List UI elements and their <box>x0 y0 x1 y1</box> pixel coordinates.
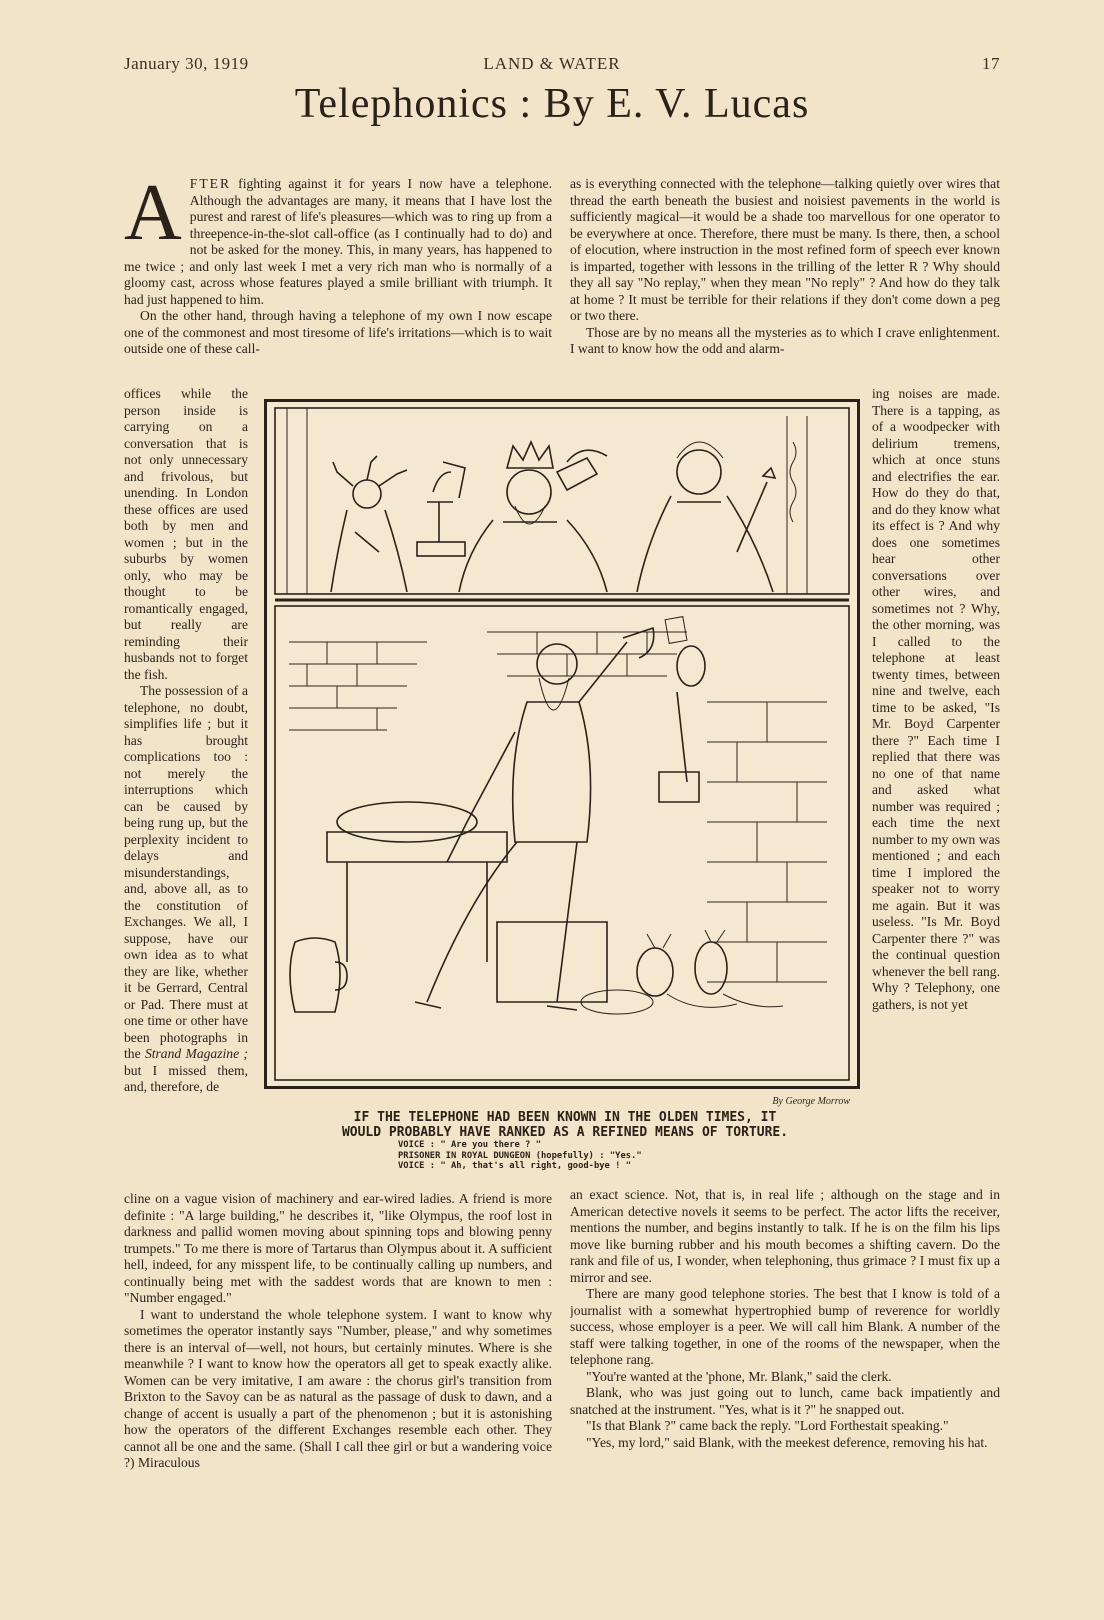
illustration-caption <box>270 1110 860 1140</box>
telephone-receiver <box>677 646 705 686</box>
jester-head <box>353 480 381 508</box>
rat-left <box>637 948 673 996</box>
dialog-line-1: VOICE : " Are you there ? " <box>398 1140 541 1150</box>
paragraph-5: cline on a vague vision of machinery and ear-wired ladies. A friend is more definite : "A large building," he describes it, "like Olympus, the roof lost in darkness and pallid women moving about spinning tops and blowing penny trumpets." To me there is more of Tartarus than Olympus about it. A sufficient hell, indeed, for any misspent life, to be continually calling up numbers, and continually being met with the saddest words that are known to men : "Number engaged." <box>124 1191 552 1305</box>
paragraph-11: There are many good telephone stories. The best that I know is told of a journalist with a somewhat hypertrophied bump of reverence for worldly success, whose employer is a peer. We will call him Blank. A number of the staff were talking together, in one of the rooms of the newspaper, when the telephone rang. <box>570 1286 1000 1367</box>
column-left-narrow <box>124 386 248 1192</box>
paragraph-3: offices while the person inside is carrying on a conversation that is not only unnecessary and frivolous, but unending. In London these offices are used both by men and women ; but in the suburbs by women only, who may be thought to be romantically engaged, but really are reminding their husbands not to forget the fish. <box>124 386 248 682</box>
wall-telephone <box>659 692 699 802</box>
dialog-line-2: PRISONER IN ROYAL DUNGEON (hopefully) : "Yes." <box>398 1150 642 1161</box>
paragraph-7: as is everything connected with the telephone—talking quietly over wires that thread the earth beneath the busiest and noisiest pavements in the world is sufficiently magical—it would be a shade too marvellous for one operator to be everywhere at once. Therefore, there must be many. Is there, then, a school of elocution, where instruction in the most refined form of speech ever known is imparted, together with lessons in the trilling of the letter R ? Why should they all say "No replay," when they mean "No reply" ? And how do they talk at home ? It must be terrible for their relations if they don't come down a peg or two there. <box>570 176 1000 323</box>
opening-paragraph <box>124 176 552 308</box>
column-left-top <box>124 176 552 398</box>
jug <box>290 938 347 1012</box>
column-left-bottom <box>124 1191 552 1531</box>
issue-date: January 30, 1919 <box>124 54 249 73</box>
paragraph-13: Blank, who was just going out to lunch, came back impatiently and snatched at the instrument. "Yes, what is it ?" he snapped out. <box>570 1385 1000 1417</box>
column-right-bottom <box>570 1187 1000 1532</box>
paragraph-2: On the other hand, through having a telephone of my own I now escape one of the commonest and most tiresome of life's irritations—which is to wait outside one of these call- <box>124 308 552 356</box>
opening-word: FTER <box>189 176 232 191</box>
crown <box>507 442 553 468</box>
dungeon-telephone-illustration <box>267 402 857 1086</box>
article-title: Telephonics : By E. V. Lucas <box>294 81 810 127</box>
caption-dialog <box>398 1140 758 1172</box>
dialog-line-3: VOICE : " Ah, that's all right, good-bye ! " <box>398 1161 632 1171</box>
illustration-frame <box>264 399 860 1089</box>
page-number: 17 <box>982 54 1000 73</box>
paragraph-10: an exact science. Not, that is, in real life ; although on the stage and in American detective novels it seems to be perfect. The actor lifts the receiver, mentions the number, and begins instantly to talk. If he is on the film his lips move like burning rubber and his mouth becomes a shifting cavern. Do the rank and file of us, I wonder, when telephoning, thus grimace ? I must fix up a mirror and see. <box>570 1187 1000 1285</box>
drop-cap: A <box>124 176 182 257</box>
paragraph-15: "Yes, my lord," said Blank, with the meekest deference, removing his hat. <box>586 1434 988 1450</box>
queen-head <box>677 450 721 494</box>
paragraph-6: I want to understand the whole telephone system. I want to know why sometimes the operator instantly says "Number, please," and why sometimes there is an interval of—well, not hours, but certainly minutes. Where is she meanwhile ? I want to know how the operators all get to speak exactly alike. Women can be very imitative, I am aware : the chorus girl's transition from Brixton to the Savoy can be as natural as the passage of dusk to dawn, and a change of accent is usually a part of the phenomenon ; but it is astonishing how the operators of the different Exchanges resemble each other. They cannot all be one and the same. (Shall I call thee girl or but a wandering voice ?) Miraculous <box>124 1306 552 1470</box>
illustration-credit: By George Morrow <box>772 1096 850 1107</box>
column-right-top <box>570 176 1000 398</box>
caption-line-1: IF THE TELEPHONE HAD BEEN KNOWN IN THE OLDEN TIMES, IT <box>353 1110 777 1125</box>
pillow <box>337 802 477 842</box>
paragraph-9: ing noises are made. There is a tapping, as of a woodpecker with delirium tremens, which at once stuns and electrifies the ear. How do they do that, and do they know what its effect is ? And why does one sometimes hear other conversations over other wires, and sometimes not ? Why, the other morning, was I called to the telephone at least twenty times, between nine and twelve, each time to be asked, "Is Mr. Boyd Carpenter there ?" Each time I replied that there was no one of that name and asked what number was required ; each time the next number to my own was mentioned ; and each time I implored the speaker not to worry me again. But it was useless. "Is Mr. Boyd Carpenter there ?" was the continual question whenever the bell rang. Why ? Telephony, one gathers, is not yet <box>872 386 1000 1012</box>
prisoner-body <box>513 702 591 842</box>
publication-name: LAND & WATER <box>483 54 621 73</box>
caption-line-2: WOULD PROBABLY HAVE RANKED AS A REFINED MEANS OF TORTURE. <box>341 1125 789 1140</box>
opening-text: fighting against it for years I now have a telephone. Although the advantages are many, it means that I have lost the purest and rarest of life's pleasures—which was to ring up from a threepence-in-the-slot call-office (as I continually had to do) and not be asked for the money. This, in many years, has happened to me twice ; and only last week I met a very rich man who is normally of a gloomy cast, across whose features played a smile brilliant with triumph. It had just happened to him. <box>124 176 552 307</box>
magazine-title: Strand Magazine ; <box>144 1046 248 1061</box>
prisoner-head <box>537 644 577 684</box>
paragraph-4: The possession of a telephone, no doubt, simplifies life ; but it has brought complications too : not merely the interruptions which can be caused by being rung up, but the perplexity incident to delays and misunderstandings, and, above all, as to the constitution of Exchanges. We all, I suppose, have our own idea as to what they are like, whether it be Gerrard, Central or Pad. There must at one time or other have been photographs in the Strand Magazine ; but I missed them, and, therefore, de <box>124 683 248 1094</box>
paragraph-14: "Is that Blank ?" came back the reply. "Lord Forthestait speaking." <box>586 1418 949 1433</box>
paragraph-8: Those are by no means all the mysteries as to which I crave enlightenment. I want to know how the odd and alarm- <box>570 324 1000 356</box>
paragraph-12: "You're wanted at the 'phone, Mr. Blank," said the clerk. <box>586 1368 892 1384</box>
rat-right <box>695 942 727 994</box>
dungeon-panel <box>275 606 849 1080</box>
column-right-narrow <box>872 386 1000 1188</box>
